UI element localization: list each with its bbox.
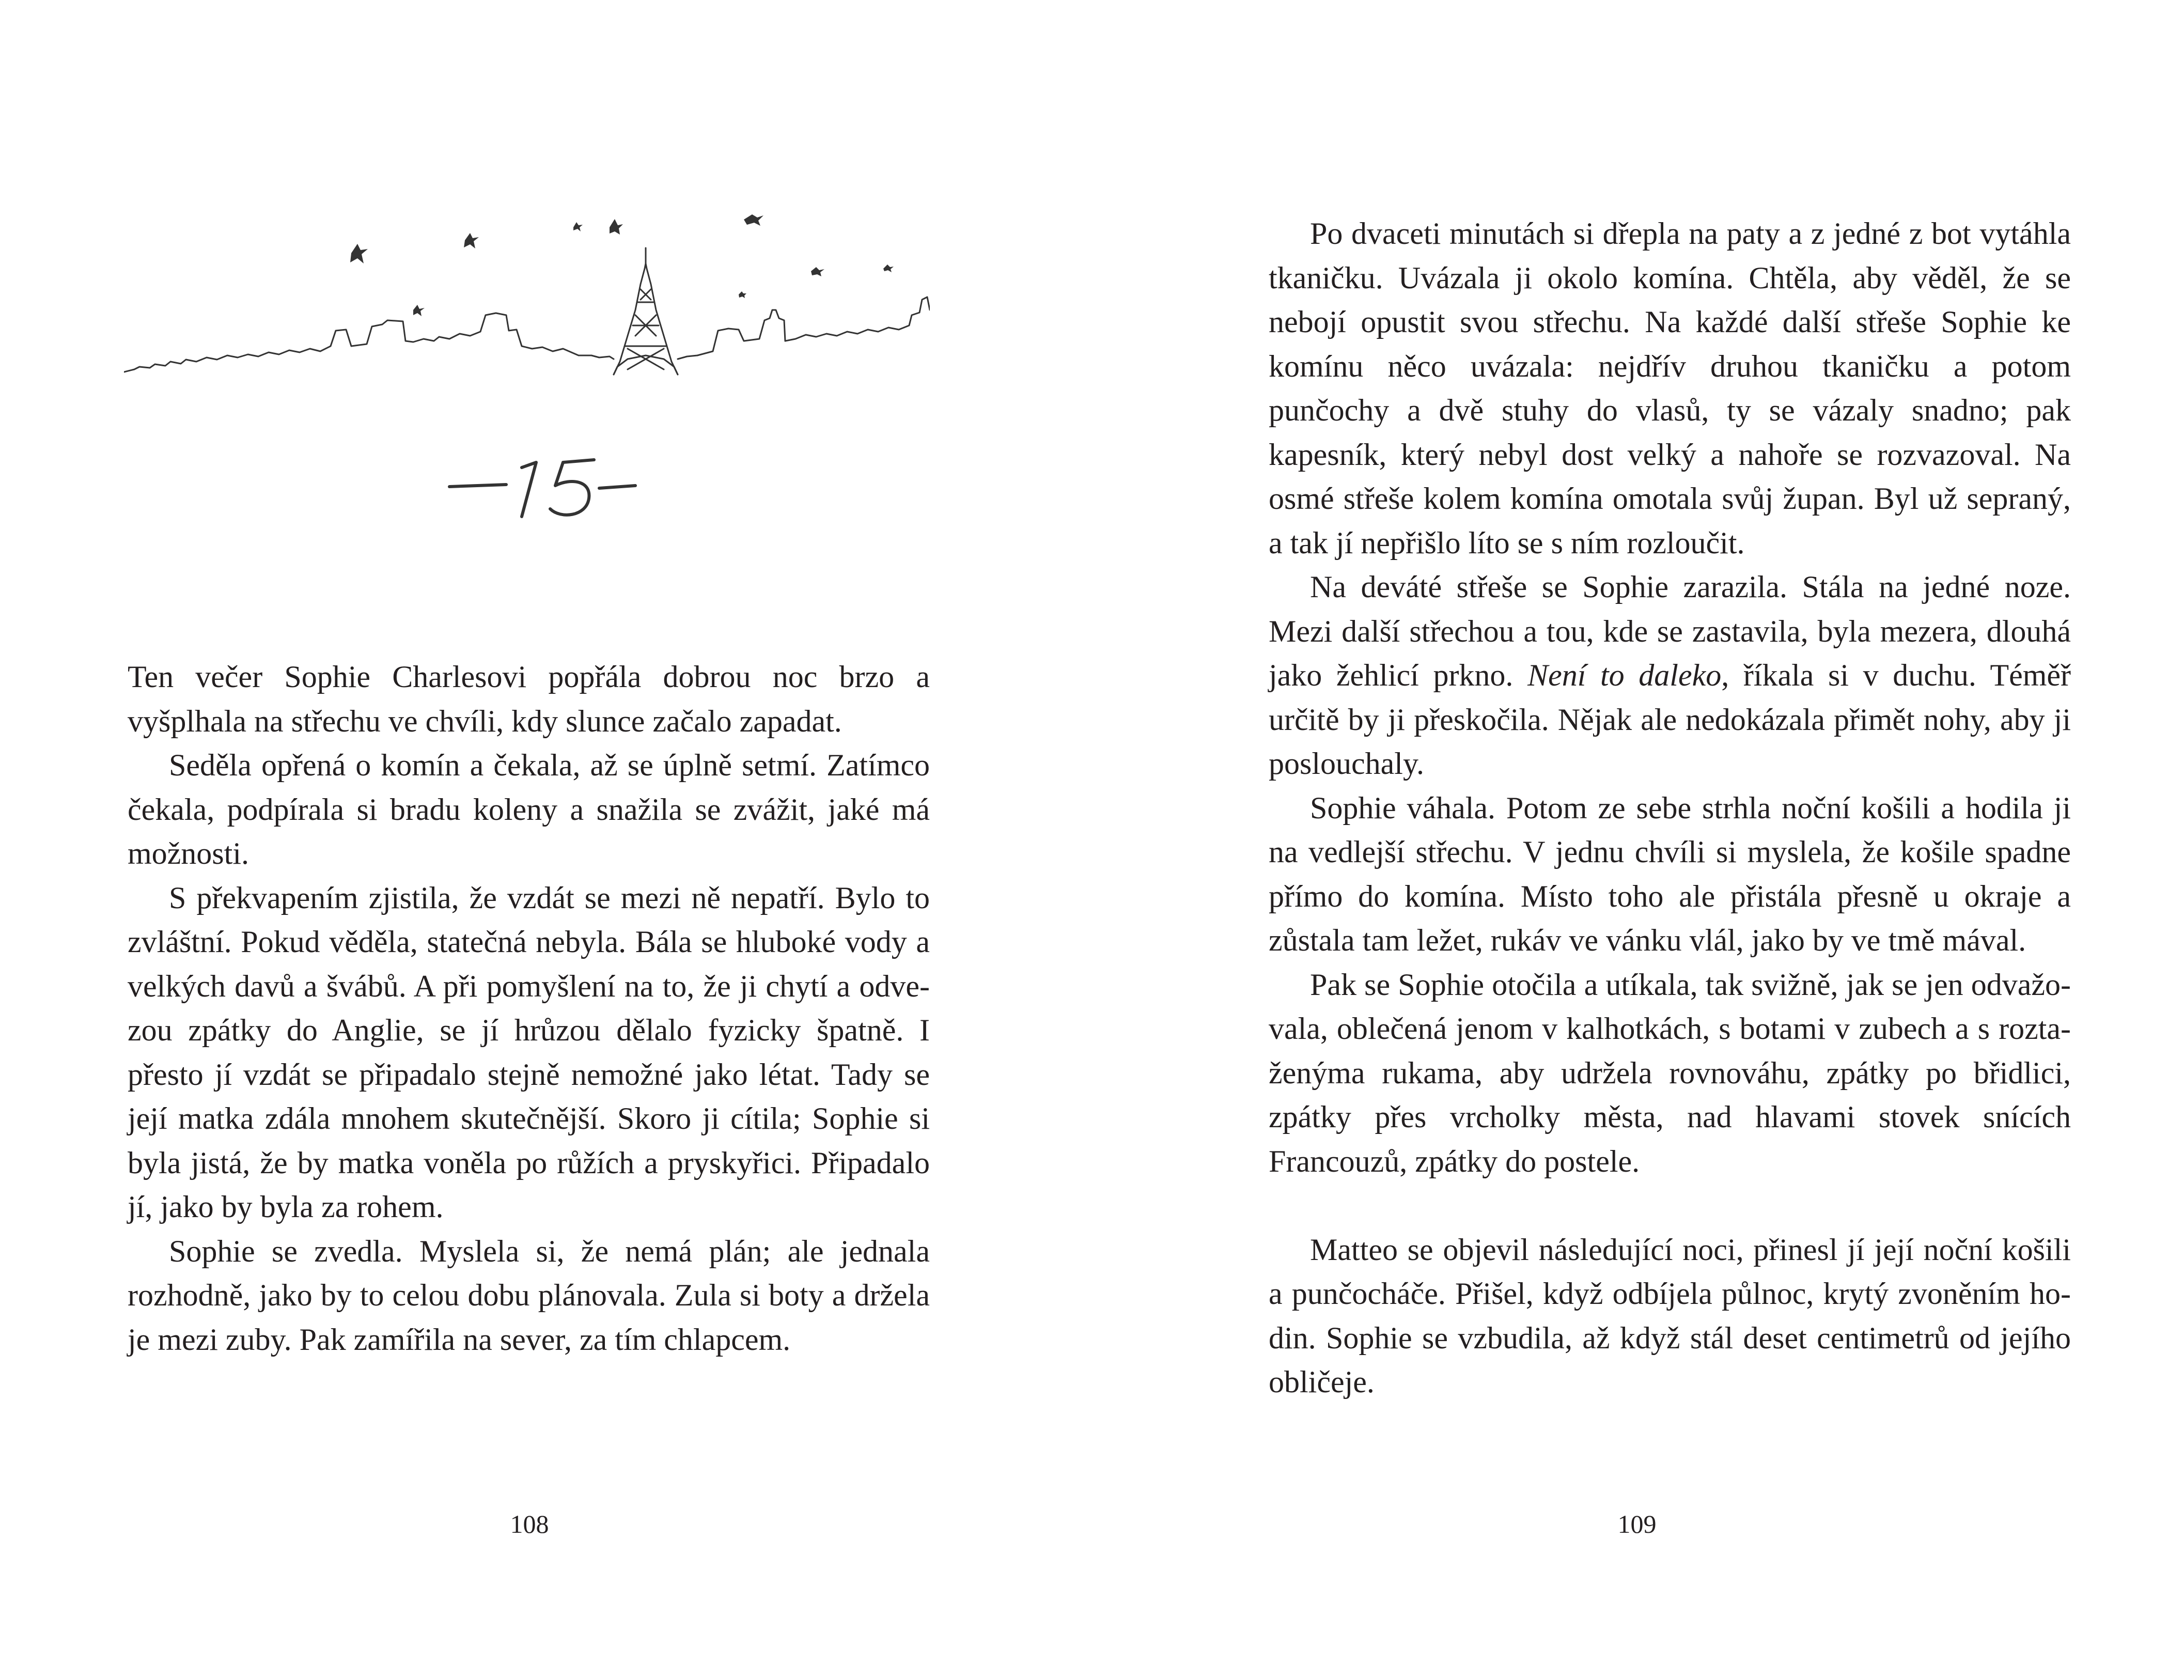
paragraph: Sophie váhala. Potom ze sebe strhla noční košili a hodila ji na vedlejší střechu. V jednu chvíli si myslela, že košile spadne přímo do komína. Místo toho ale přistála přesně u okraje a zůstala tam ležet, rukáv ve vánku vlál, jako by ve tmě mával. [1269,790,2071,957]
paragraph: Ten večer Sophie Charlesovi popřála dobrou noc brzo a vyšplhala na střechu ve chvíli, kdy slunce začalo zapadat. [128,660,930,738]
paragraph: Matteo se objevil následující noci, přinesl jí její noční košili a punčocháče. Přišel, když odbíjela půlnoc, krytý zvoněním hodin. Sophie se vzbudila, až když stál deset centimetrů od jejího obličeje. [1269,1232,2071,1399]
italic-phrase: Není to daleko [1527,658,1722,692]
paragraph: Po dvaceti minutách si dřepla na paty a z jedné z bot vytáhla tkaničku. Uvázala ji okolo komína. Chtěla, aby věděl, že se nebojí opustit svou střechu. Na každé další střeše Sophie ke komínu něco uvázala: nejdřív druhou tkaničku a potom punčochy a dvě stuhy do vlasů, ty se vázaly snadno; pak kapesník, který nebyl dost velký a nahoře se rozvazoval. Na osmé střeše kolem komína omotala svůj župan. Byl už sepraný, a tak jí nepřišlo líto se s ním rozloučit. [1269,216,2071,560]
left-page-body-text [128,655,930,1362]
paragraph: Pak se Sophie otočila a utíkala, tak svižně, jak se jen odvažovala, oblečená jenom v kalhotkách, s botami v zubech a s roztaženýma rukama, aby udržela rovnováhu, zpátky po břidlici, zpátky přes vrcholky města, nad hlavami stovek snících Francouzů, zpátky do postele. [1269,967,2071,1178]
chapter-number-handwritten [444,444,641,527]
paragraph: Seděla opřená o komín a čekala, až se úplně setmí. Zatímco čekala, podpírala si bradu koleny a snažila se zvážit, jaké má možnosti. [128,748,930,870]
paragraph [1269,565,2071,786]
paragraph: Sophie se zvedla. Myslela si, že nemá plán; ale jednala rozhodně, jako by to celou dobu plánovala. Zula si boty a držela je mezi zuby. Pak zamířila na sever, za tím chlapcem. [128,1234,930,1357]
page-number: 109 [1617,1510,1657,1538]
paragraph: S překvapením zjistila, že vzdát se mezi ně nepatří. Bylo to zvláštní. Pokud věděla, statečná nebyla. Bála se hluboké vody a velkých davů a švábů. A při pomyšlení na to, že ji chytí a odvezou zpátky do Anglie, se jí hrůzou dělalo fyzicky špatně. I přesto jí vzdát se připadalo stejně nemožné jako létat. Tady se její matka zdála mnohem skutečnější. Skoro ji cítila; Sophie si byla jistá, že by matka voněla po růžích a pryskyřici. Připadalo jí, jako by byla za rohem. [128,880,930,1224]
paragraph-text: , říkala si v duchu. Téměř určitě by ji přeskočila. Nějak ale nedokázala přimět nohy, aby ji poslouchaly. [1269,658,2071,781]
paris-skyline-illustration [124,191,930,387]
right-page-body-text [1269,212,2071,1405]
paragraph-text: Na deváté střeše se Sophie zarazila. Stála na jedné noze. Mezi další střechou a tou, kde se zastavila, byla mezera, dlouhá jako žehlicí prkno. [1269,570,2071,692]
right-page [1092,0,2184,1680]
page-number: 108 [510,1510,549,1538]
